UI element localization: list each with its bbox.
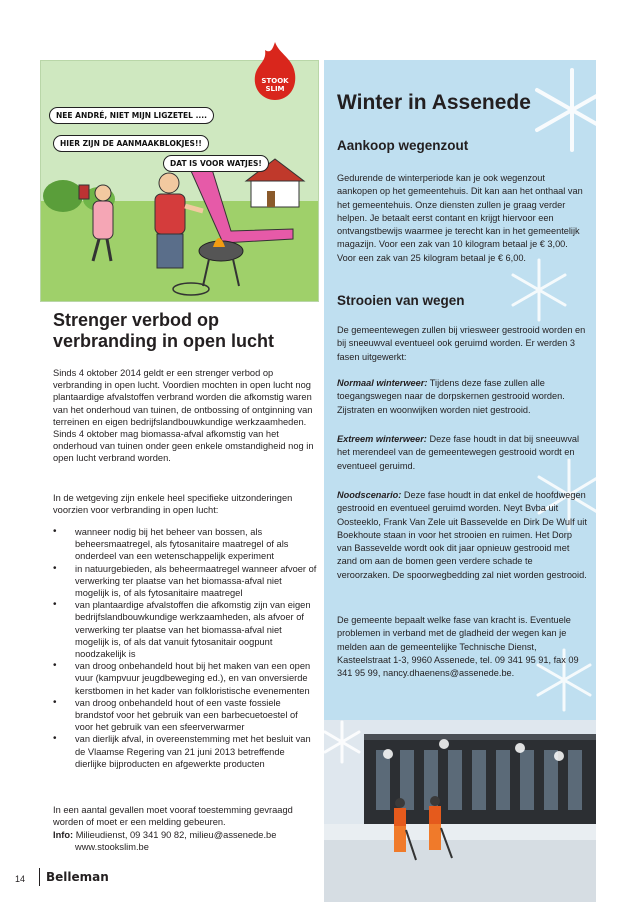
phase-extreem-text: Deze fase houdt in dat bij sneeuwval het merendeel van de gemeentewegen gestrooid wordt en eventueel geruimd. (337, 434, 580, 471)
list-item: • in natuurgebieden, als beheermaatregel wanneer afvoer of verwerking ter plaatse van het biomassa-afval niet mogelijk is, of als fytosanitaire maatregel (53, 563, 317, 600)
list-item: • van droog onbehandeld hout bij het maken van een open vuur (kampvuur jeugdbeweging ed.), en van onversierde kerstbomen in het kader van folkloristische evenementen (53, 660, 317, 697)
snowflake-icon (537, 70, 596, 150)
snowflake-icon (513, 260, 565, 320)
left-article-heading: Strenger verbod op verbranding in open lucht (53, 310, 275, 351)
stook-slim-label (258, 77, 292, 93)
phase-normaal-text: Tijdens deze fase zullen alle toegangswegen naar de dorpskernen gestrooid worden. Zijstraten en woonwijken worden niet gestrooid. (337, 378, 565, 415)
speech-bubble-1: NEE ANDRÉ, NIET MIJN LIGZETEL .... (49, 107, 214, 124)
phase-extreem-label: Extreem winterweer: (337, 434, 427, 444)
heading-wegenzout: Aankoop wegenzout (337, 138, 469, 153)
belleman-logo: Belleman (46, 870, 109, 884)
street-photo (324, 720, 596, 902)
paragraph-contact: De gemeente bepaalt welke fase van kracht is. Eventuele problemen in verband met de gladheid der wegen kan je melden aan de gemeentelijke Technische Dienst, Kasteelstraat 1-3, 9960 Assenede, tel. 09 341 95 91, fax 09 341 95 99, nancy.dhaenens@assenede.be. (337, 615, 579, 679)
page-number: 14 (15, 874, 26, 884)
phase-normaal (337, 377, 587, 417)
paragraph-wegenzout: Gedurende de winterperiode kan je ook wegenzout aankopen op het gemeentehuis. Dit kan aan het onthaal van het gemeentehuis. Onze diensten zullen je graag verder helpen. Je betaalt eerst contant en krijgt hiervoor een ontvangstbewijs waarmee je terecht kan in het gemeentelijk magazijn. Voor een zak van 10 kilogram betaal je € 3,00. Voor een zak van 25 kilogram betaal je € 6,00. (337, 173, 583, 263)
paragraph-strooien: De gemeentewegen zullen bij vriesweer gestrooid worden en bij sneeuwval eventueel ook geruimd worden. Er werden 3 fasen uitgewerkt: (337, 325, 586, 362)
phase-nood-text: Deze fase houdt in dat enkel de hoofdwegen gestrooid en eventueel geruimd worden. Neyt Bvba uit Oosteeklo, Frank Van Zele uit Bassevelde en Dirk De Wulf uit Boekhoute staan in voor het strooien en ruimen. Het Dorp van Bassevelde wordt ook dit jaar opnieuw gestrooid met zand om aan de bomen geen verdere schade te veroorzaken. De spoorwegbedding zal niet worden gestrooid. (337, 490, 587, 580)
list-item: • van plantaardige afvalstoffen die afkomstig zijn van eigen bedrijfslandbouwkundige werkzaamheden, als afvoer of verwerking ter plaatse van het biomassa-afval niet mogelijk is, of als dat vanuit fytosanitair oogpunt noodzakelijk is (53, 599, 317, 660)
left-paragraph-3: In een aantal gevallen moet vooraf toestemming gevraagd worden of moet er een melding gebeuren. (53, 805, 293, 828)
list-item: • van droog onbehandeld hout of een vaste fossiele brandstof voor het gebruik van een barbecuetoestel of voor het gebruik van een sfeerverwarmer (53, 697, 317, 734)
speech-bubble-2: HIER ZIJN DE AANMAAKBLOKJES!! (53, 135, 209, 152)
badge-line-1: STOOK (261, 77, 289, 85)
winter-title: Winter in Assenede (337, 91, 531, 114)
speech-bubble-3: DAT IS VOOR WATJES! (163, 155, 269, 172)
phase-normaal-label: Normaal winterweer: (337, 378, 428, 388)
phase-nood-label: Noodscenario: (337, 490, 402, 500)
street-photo-drawing (324, 720, 596, 902)
badge-line-2: SLIM (265, 85, 285, 93)
info-block (53, 829, 315, 853)
phase-extreem (337, 433, 587, 473)
heading-strooien: Strooien van wegen (337, 293, 465, 308)
phase-nood (337, 489, 587, 582)
list-item: • van dierlijk afval, in overeenstemming met het besluit van de Vlaamse Regering van 21 juni 2013 betreffende dierlijke bijproducten en afgewerkte producten (53, 733, 317, 770)
exceptions-list (53, 526, 317, 770)
info-contact: Milieudienst, 09 341 90 82, milieu@assenede.be (75, 830, 277, 840)
footer-divider (39, 868, 40, 886)
info-label: Info: (53, 830, 74, 840)
left-paragraph-2: In de wetgeving zijn enkele heel specifieke uitzonderingen voorzien voor verbranding in open lucht: (53, 493, 293, 516)
list-item: • wanneer nodig bij het beheer van bossen, als beheersmaatregel, als fytosanitaire maatregel of als onderdeel van een wetenschappelijk experiment (53, 526, 317, 563)
left-paragraph-1: Sinds 4 oktober 2014 geldt er een strenger verbod op verbranding in open lucht. Voordien mochten in open lucht nog plantaardige afvalstoffen verbrand worden die afkomstig waren van het onderhoud van tuinen, de ontbossing of ontginning van terreinen en eigen bedrijfslandbouwkundige werkzaamheden. Sinds 4 oktober mag biomassa-afval afkomstig van het onderhoud van tuinen onder geen enkele omstandigheid nog in open lucht verbrand worden. (53, 368, 314, 464)
info-url-link[interactable]: www.stookslim.be (75, 842, 149, 853)
